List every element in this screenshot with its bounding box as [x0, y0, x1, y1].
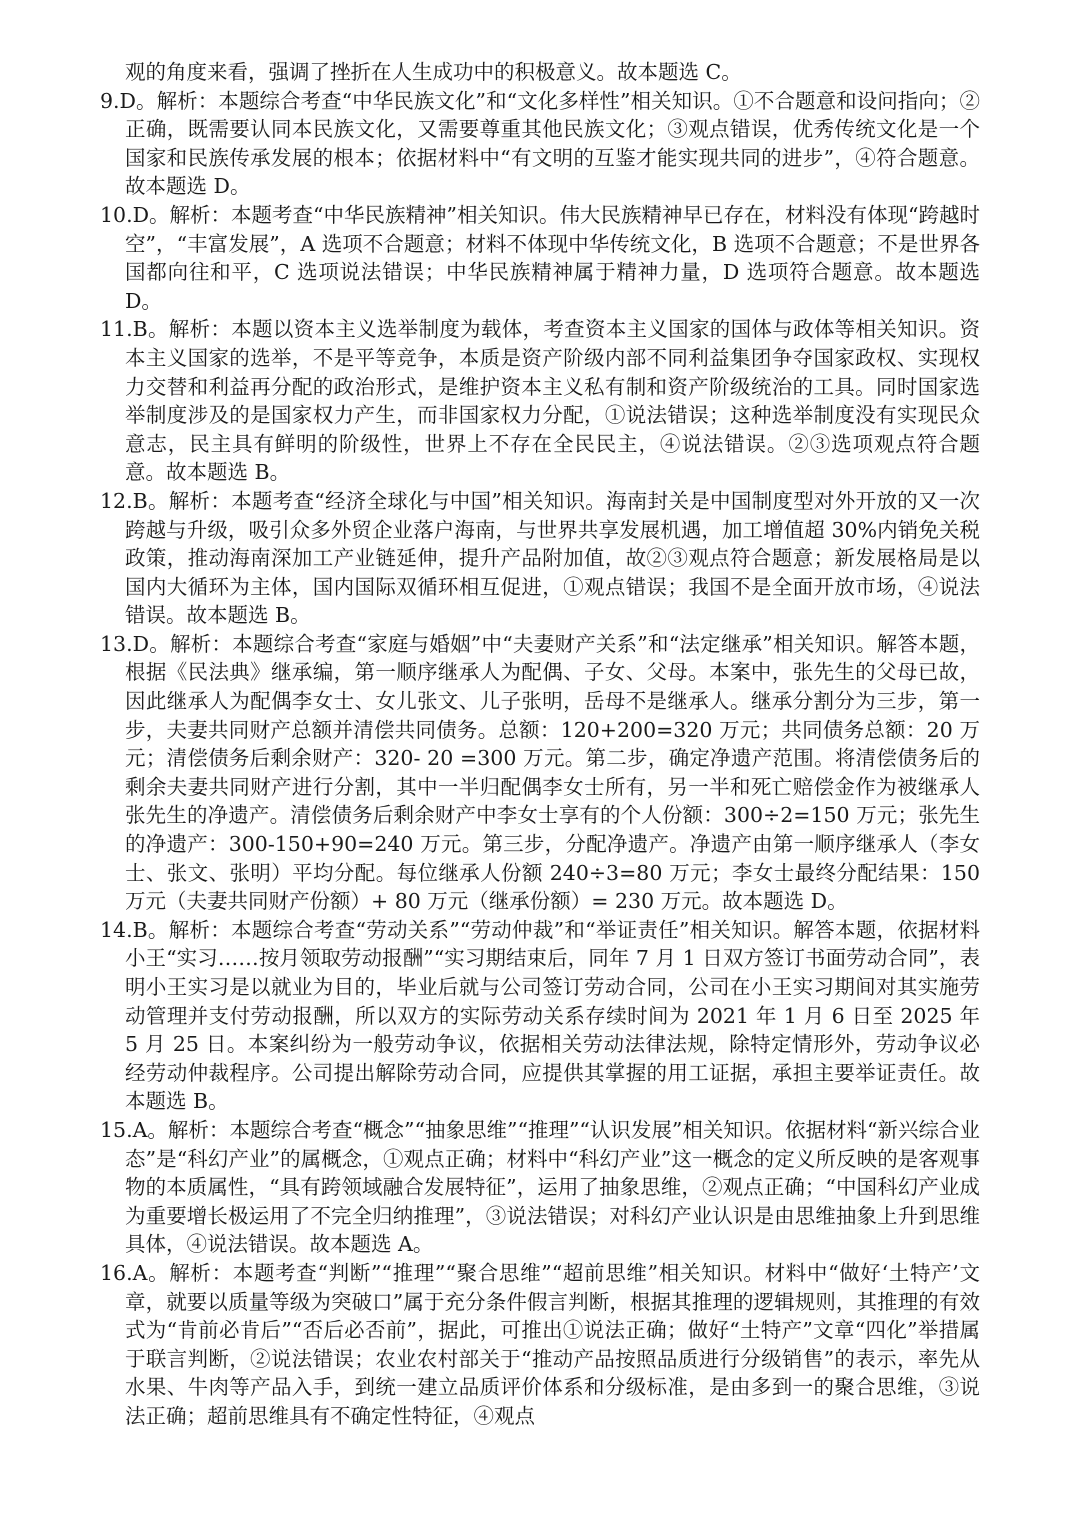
continued-paragraph: 观的角度来看，强调了挫折在人生成功中的积极意义。故本题选 C。 — [125, 60, 742, 84]
answer-11: 11.B。解析：本题以资本主义选举制度为载体，考查资本主义国家的国体与政体等相关知识。资本主义国家的选举，不是平等竞争，本质是资产阶级内部不同利益集团争夺国家政权、实现权力交替和利益再分配的政治形式，是维护资本主义私有制和资产阶级统治的工具。同时国家选举制度涉及的是国家权力产生，而非国家权力分配，①说法错误；这种选举制度没有实现民众意志，民主具有鲜明的阶级性，世界上不存在全民民主，④说法错误。②③选项观点符合题意。故本题选 B。 — [100, 317, 980, 485]
answer-14: 14.B。解析：本题综合考查“劳动关系”“劳动仲裁”和“举证责任”相关知识。解答本题，依据材料小王“实习……按月领取劳动报酬”“实习期结束后，同年 7 月 1 日双方签订书面劳动合同”，表明小王实习是以就业为目的，毕业后就与公司签订劳动合同，公司在小王实习期间对其实施劳动管理并支付劳动报酬，所以双方的实际劳动关系存续时间为 2021 年 1 月 6 日至 2025 年 5 月 25 日。本案纠纷为一般劳动争议，依据相关劳动法律法规，除特定情形外，劳动争议必经劳动仲裁程序。公司提出解除劳动合同，应提供其掌握的用工证据，承担主要举证责任。故本题选 B。 — [100, 917, 980, 1114]
answer-9: 9.D。解析：本题综合考查“中华民族文化”和“文化多样性”相关知识。①不合题意和设问指向；②正确，既需要认同本民族文化，又需要尊重其他民族文化；③观点错误，优秀传统文化是一个国家和民族传承发展的根本；依据材料中“有文明的互鉴才能实现共同的进步”，④符合题意。故本题选 D。 — [100, 88, 980, 199]
answer-15: 15.A。解析：本题综合考查“概念”“抽象思维”“推理”“认识发展”相关知识。依据材料“新兴综合业态”是“科幻产业”的属概念，①观点正确；材料中“科幻产业”这一概念的定义所反映的是客观事物的本质属性，“具有跨领域融合发展特征”，运用了抽象思维，②观点正确；“中国科幻产业成为重要增长极运用了不完全归纳推理”，③说法错误；对科幻产业认识是由思维抽象上升到思维具体，④说法错误。故本题选 A。 — [100, 1117, 980, 1257]
answer-12: 12.B。解析：本题考查“经济全球化与中国”相关知识。海南封关是中国制度型对外开放的又一次跨越与升级，吸引众多外贸企业落户海南，与世界共享发展机遇，加工增值超 30%内销免关税政策，推动海南深加工产业链延伸，提升产品附加值，故②③观点符合题意；新发展格局是以国内大循环为主体，国内国际双循环相互促进，①观点错误；我国不是全面开放市场，④说法错误。故本题选 B。 — [100, 488, 980, 628]
answer-key-page — [100, 58, 980, 1431]
answer-13: 13.D。解析：本题综合考查“家庭与婚姻”中“夫妻财产关系”和“法定继承”相关知识。解答本题，根据《民法典》继承编，第一顺序继承人为配偶、子女、父母。本案中，张先生的父母已故，因此继承人为配偶李女士、女儿张文、儿子张明，岳母不是继承人。继承分割分为三步，第一步，夫妻共同财产总额并清偿共同债务。总额：120+200=320 万元；共同债务总额：20 万元；清偿债务后剩余财产：320- 20 =300 万元。第二步，确定净遗产范围。将清偿债务后的剩余夫妻共同财产进行分割，其中一半归配偶李女士所有，另一半和死亡赔偿金作为被继承人张先生的净遗产。清偿债务后剩余财产中李女士享有的个人份额：300÷2=150 万元；张先生的净遗产：300-150+90=240 万元。第三步，分配净遗产。净遗产由第一顺序继承人（李女士、张文、张明）平均分配。每位继承人份额 240÷3=80 万元；李女士最终分配结果：150 万元（夫妻共同财产份额）+ 80 万元（继承份额）= 230 万元。故本题选 D。 — [100, 631, 980, 914]
answer-10: 10.D。解析：本题考查“中华民族精神”相关知识。伟大民族精神早已存在，材料没有体现“跨越时空”，“丰富发展”，A 选项不合题意；材料不体现中华传统文化，B 选项不合题意；不是世界各国都向往和平，C 选项说法错误；中华民族精神属于精神力量，D 选项符合题意。故本题选 D。 — [100, 202, 980, 313]
answer-16: 16.A。解析：本题考查“判断”“推理”“聚合思维”“超前思维”相关知识。材料中“做好‘土特产’文章，就要以质量等级为突破口”属于充分条件假言判断，根据其推理的逻辑规则，其推理的有效式为“肯前必肯后”“否后必否前”，据此，可推出①说法正确；做好“土特产”文章“四化”举措属于联言判断，②说法错误；农业农村部关于“推动产品按照品质进行分级销售”的表示，率先从水果、牛肉等产品入手，到统一建立品质评价体系和分级标准，是由多到一的聚合思维，③说法正确；超前思维具有不确定性特征，④观点 — [100, 1260, 980, 1428]
